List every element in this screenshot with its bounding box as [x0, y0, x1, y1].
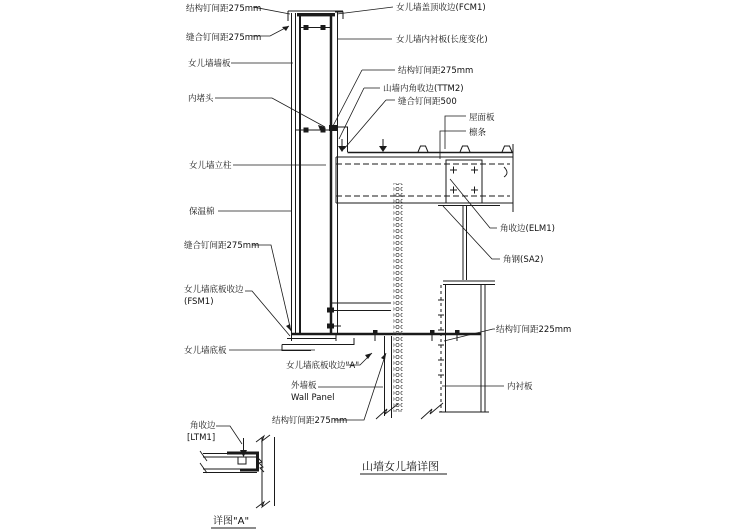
label-bottom-trim-a: 女儿墙底板收边"A": [286, 361, 360, 371]
label-wall-panel-cn: 外墙板: [291, 381, 317, 391]
annotations: [184, 2, 571, 528]
label-parapet-post: 女儿墙立柱: [189, 161, 232, 171]
label-roof-panel: 屋面板: [469, 113, 495, 123]
label-wall-panel-en: Wall Panel: [291, 393, 335, 403]
label-purlin: 檩条: [469, 128, 487, 138]
liner-column-below-beam: [421, 206, 495, 419]
label-corner-trim-ltm1-code: [LTM1]: [187, 433, 216, 443]
label-cap-trim-fcm1: 女儿墙盖顶收边(FCM1): [396, 3, 486, 13]
label-parapet-wall-panel: 女儿墙墙板: [188, 59, 231, 69]
label-angle-steel-sa2: 角钢(SA2): [503, 255, 544, 265]
drawing-title: 山墙女儿墙详图: [362, 460, 439, 473]
label-bottom-trim: 女儿墙底板收边: [184, 285, 244, 295]
label-stitch-screw-500: 缝合钉间距500: [398, 97, 457, 107]
label-corner-trim-ltm1: 角收边: [190, 421, 216, 431]
insulation-hatch: [394, 183, 403, 412]
label-struct-screw-275-bottom: 结构钉间距275mm: [272, 416, 348, 426]
label-liner-panel: 内衬板: [507, 382, 533, 392]
detail-a-title: 详图"A": [213, 516, 250, 527]
label-insulation: 保温棉: [189, 207, 215, 217]
label-stitch-screw-275-left: 缝合钉间距275mm: [184, 241, 260, 251]
label-struct-screw-225: 结构钉间距225mm: [496, 325, 572, 335]
label-bottom-panel: 女儿墙底板: [184, 346, 227, 356]
detail-a-view: [200, 435, 275, 508]
label-gable-corner-trim-ttm2: 山墙内角收边(TTM2): [383, 84, 464, 94]
label-struct-screw-275-top: 结构钉间距275mm: [186, 4, 262, 14]
roof-and-beam: [331, 127, 513, 212]
label-bottom-trim-code: (FSM1): [184, 297, 214, 307]
label-corner-trim-elm1: 角收边(ELM1): [500, 224, 555, 234]
gable-wall-below: [376, 183, 403, 419]
label-parapet-liner: 女儿墙内衬板(长度变化): [396, 35, 488, 45]
label-stitch-screw-275-top: 缝合钉间距275mm: [186, 33, 262, 43]
label-struct-screw-275-right: 结构钉间距275mm: [398, 66, 474, 76]
label-inner-closure: 内堵头: [188, 94, 214, 104]
